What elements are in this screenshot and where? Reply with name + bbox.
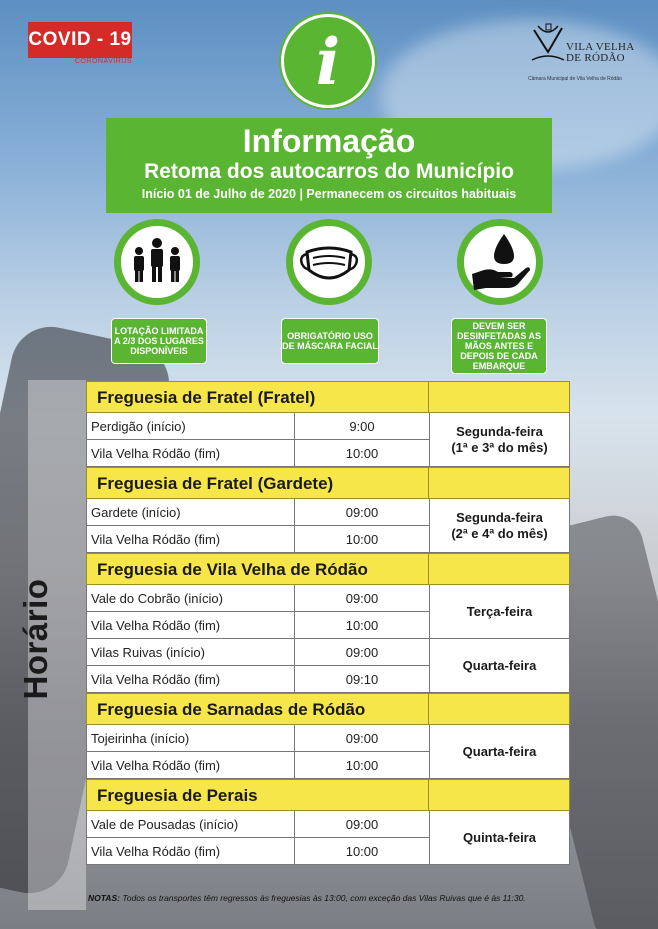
banner-details: Início 01 de Julho de 2020 | Permanecem os circuitos habituais	[141, 187, 517, 201]
rule-mask-label: OBRIGATÓRIO USO DE MÁSCARA FACIAL	[281, 318, 379, 364]
section-header	[86, 693, 570, 725]
logo-mark-icon	[528, 22, 568, 66]
weekday: Quinta-feira	[429, 811, 569, 865]
stop-name: Vila Velha Ródão (fim)	[87, 666, 295, 692]
rule-capacity-label: LOTAÇÃO LIMITADA A 2/3 DOS LUGARES DISPONÍVEIS	[111, 318, 207, 364]
schedule-rows	[87, 585, 429, 639]
section-header-fill	[429, 468, 569, 498]
info-icon	[281, 14, 375, 108]
section-title: Freguesia de Vila Velha de Ródão	[87, 554, 429, 584]
info-banner	[106, 118, 552, 213]
stop-name: Vila Velha Ródão (fim)	[87, 526, 295, 552]
section-header	[86, 467, 570, 499]
stop-name: Vila Velha Ródão (fim)	[87, 838, 295, 864]
stop-time: 10:00	[345, 532, 379, 547]
schedule-rows	[87, 725, 429, 779]
section-header-fill	[429, 780, 569, 810]
notes	[88, 893, 648, 903]
stop-name: Vale do Cobrão (início)	[87, 585, 295, 611]
covid-subtitle: CORONAVIRUS	[74, 58, 132, 65]
schedule-rows	[87, 413, 429, 467]
table-row	[87, 666, 429, 693]
section-header	[86, 779, 570, 811]
stop-name: Vila Velha Ródão (fim)	[87, 612, 295, 638]
info-letter: i	[315, 25, 341, 100]
table-row	[87, 440, 429, 467]
section-title: Freguesia de Fratel (Fratel)	[87, 382, 429, 412]
table-row	[87, 526, 429, 553]
weekday: Segunda-feira (2ª e 4ª do mês)	[429, 499, 569, 553]
section-title: Freguesia de Perais	[87, 780, 429, 810]
stop-time: 09:00	[345, 645, 379, 660]
section-title: Freguesia de Fratel (Gardete)	[87, 468, 429, 498]
schedule-rows	[87, 499, 429, 553]
table-row	[87, 639, 429, 666]
stop-name: Gardete (início)	[87, 499, 295, 525]
schedule-group	[86, 499, 570, 553]
stop-time: 10:00	[345, 618, 379, 633]
stop-name: Vila Velha Ródão (fim)	[87, 752, 295, 778]
schedule-group	[86, 413, 570, 467]
banner-title: Informação	[242, 123, 416, 159]
stop-name: Vila Velha Ródão (fim)	[87, 440, 295, 466]
section-title: Freguesia de Sarnadas de Ródão	[87, 694, 429, 724]
stop-name: Vale de Pousadas (início)	[87, 811, 295, 837]
schedule-rows	[87, 639, 429, 693]
notes-label: NOTAS:	[88, 893, 120, 903]
hand-sanitizer-icon	[457, 219, 543, 305]
stop-time: 09:00	[345, 505, 379, 520]
logo-subtitle: Câmara Municipal de Vila Velha de Ródão	[528, 76, 622, 82]
table-row	[87, 585, 429, 612]
schedule-group	[86, 585, 570, 639]
section-header	[86, 553, 570, 585]
section-header	[86, 381, 570, 413]
stop-time: 09:00	[345, 731, 379, 746]
stop-time: 9:00	[349, 419, 375, 434]
table-row	[87, 612, 429, 639]
weekday: Segunda-feira (1ª e 3ª do mês)	[429, 413, 569, 467]
stop-time: 09:00	[345, 817, 379, 832]
section-header-fill	[429, 382, 569, 412]
section-header-fill	[429, 554, 569, 584]
section-header-fill	[429, 694, 569, 724]
stop-name: Perdigão (início)	[87, 413, 295, 439]
stop-name: Tojeirinha (início)	[87, 725, 295, 751]
weekday: Quarta-feira	[429, 725, 569, 779]
stop-name: Vilas Ruivas (início)	[87, 639, 295, 665]
table-row	[87, 838, 429, 865]
schedule-table	[86, 381, 570, 865]
table-row	[87, 811, 429, 838]
stop-time: 09:00	[345, 591, 379, 606]
face-mask-glyph	[293, 226, 365, 298]
weekday: Terça-feira	[429, 585, 569, 639]
rule-hands-label: DEVEM SER DESINFETADAS AS MÃOS ANTES E DEPOIS DE CADA EMBARQUE	[451, 318, 547, 374]
schedule-group	[86, 639, 570, 693]
logo-name: VILA VELHA DE RÓDÃO	[566, 41, 635, 64]
face-mask-icon	[286, 219, 372, 305]
schedule-group	[86, 811, 570, 865]
table-row	[87, 499, 429, 526]
schedule-rows	[87, 811, 429, 865]
table-row	[87, 725, 429, 752]
stop-time: 10:00	[345, 758, 379, 773]
notes-text: Todos os transportes têm regressos às freguesias às 13:00, com exceção das Vilas Ruivas que é às 11:30.	[122, 893, 526, 903]
hand-sanitizer-glyph	[464, 226, 536, 298]
horario-label: Horário	[17, 578, 54, 700]
people-glyph	[121, 226, 193, 298]
weekday: Quarta-feira	[429, 639, 569, 693]
schedule-group	[86, 725, 570, 779]
table-row	[87, 413, 429, 440]
stop-time: 09:10	[345, 672, 379, 687]
people-icon	[114, 219, 200, 305]
table-row	[87, 752, 429, 779]
stop-time: 10:00	[345, 446, 379, 461]
covid-badge: COVID - 19	[28, 22, 132, 58]
banner-subtitle: Retoma dos autocarros do Município	[144, 160, 514, 183]
municipality-logo	[528, 22, 638, 82]
stop-time: 10:00	[345, 844, 379, 859]
